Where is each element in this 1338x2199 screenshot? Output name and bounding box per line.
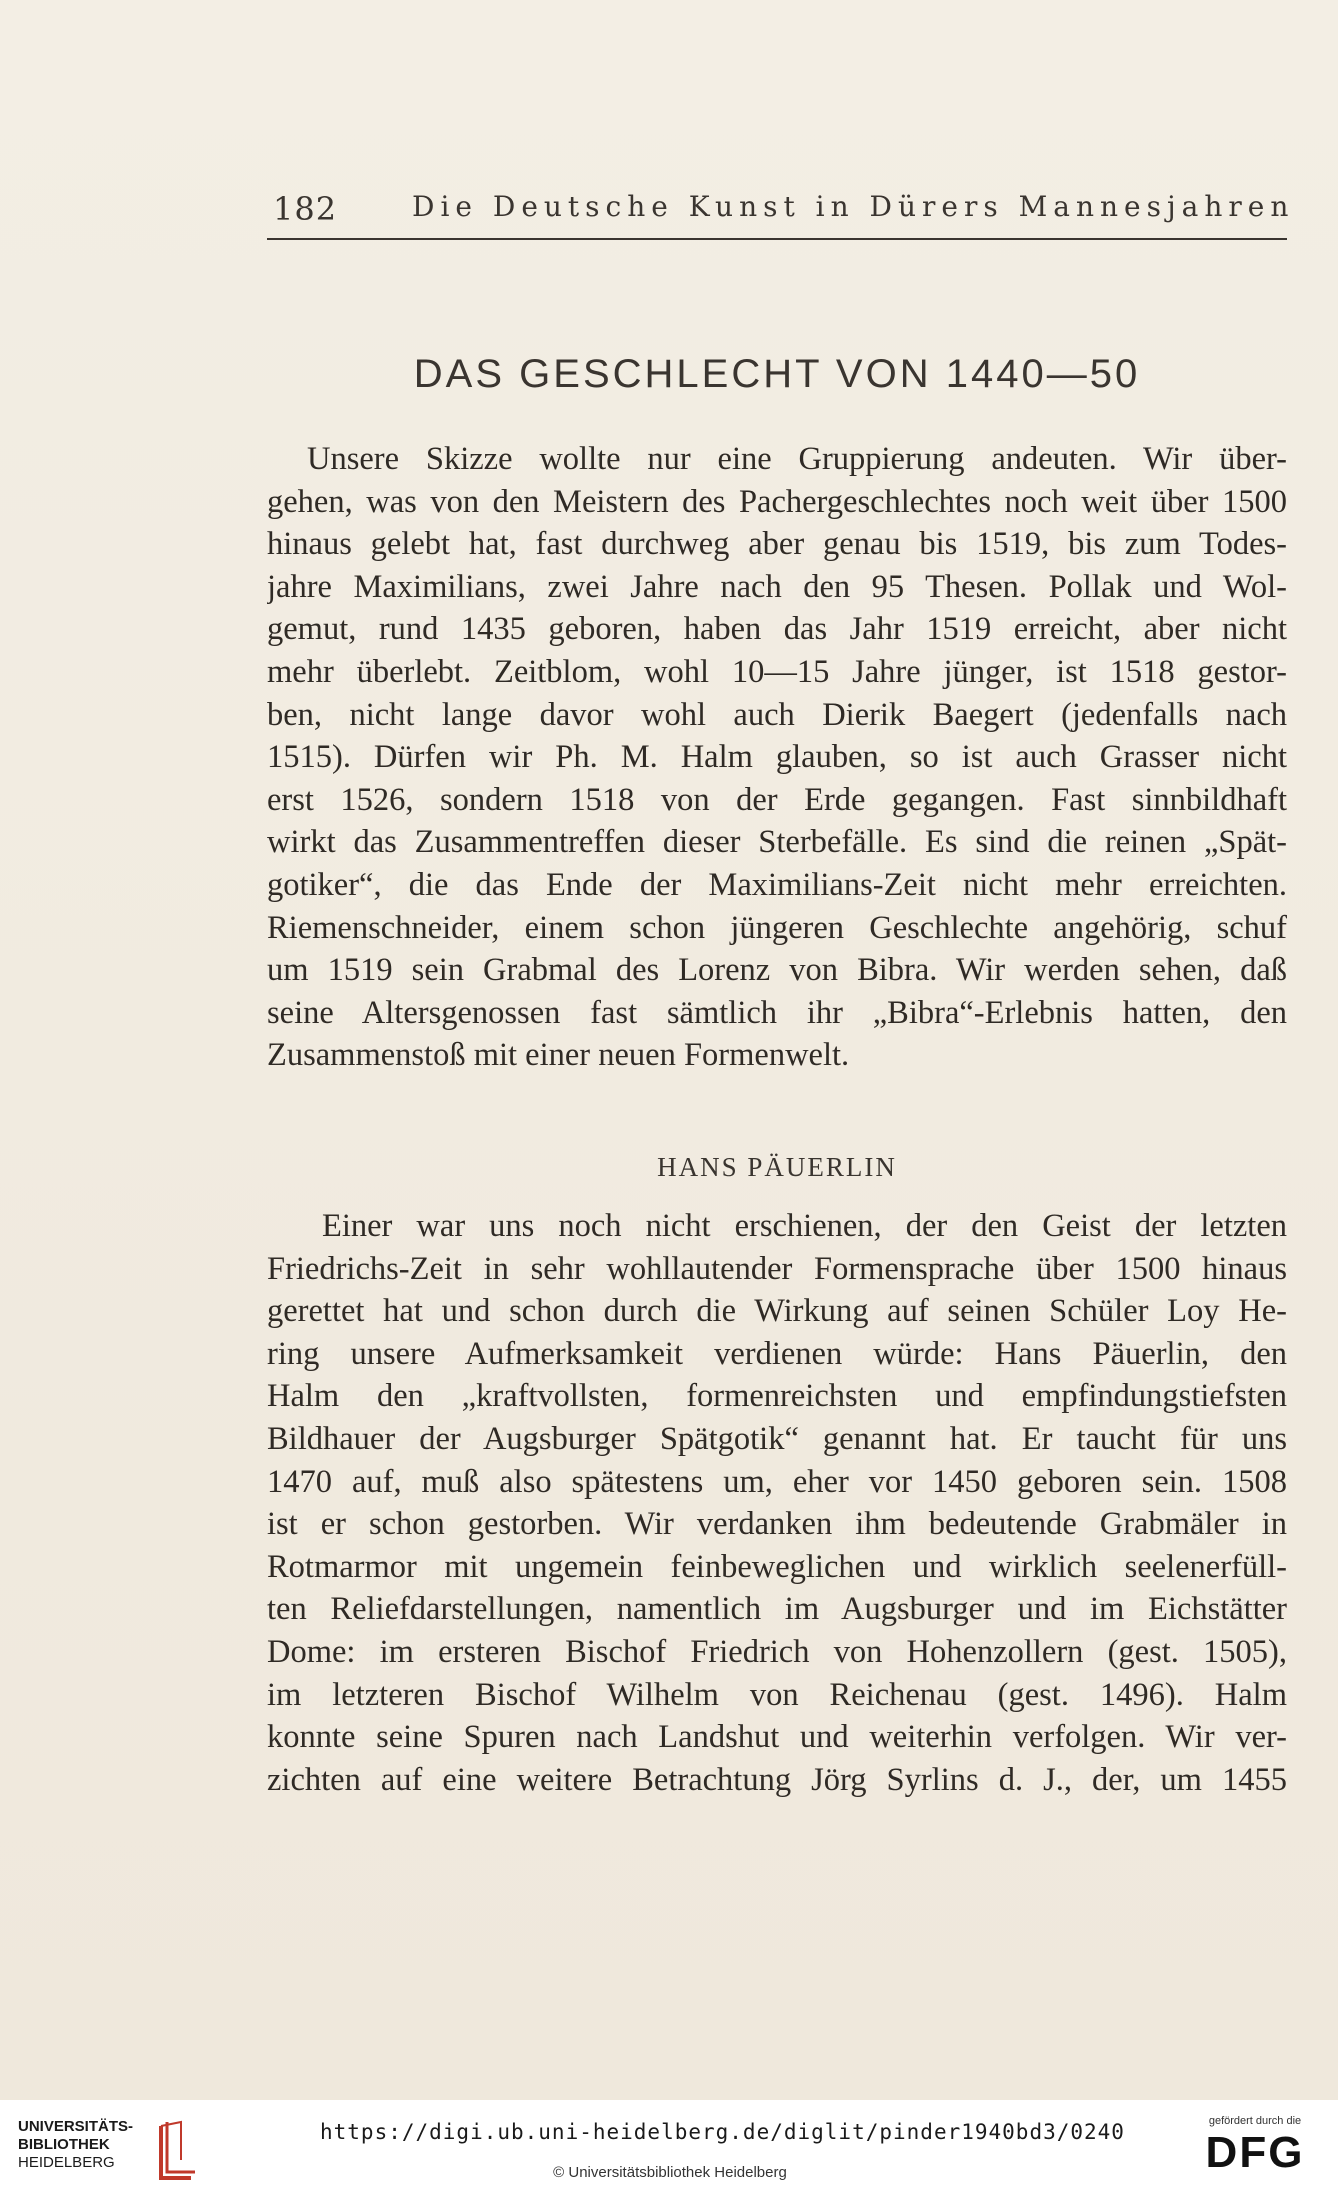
text-line: Halm den „kraftvollsten, formenreichsten und empfindungstiefsten (267, 1378, 1287, 1415)
text-line: mehr überlebt. Zeitblom, wohl 10—15 Jahre jünger, ist 1518 gestor- (267, 653, 1287, 690)
text-line: 1515). Dürfen wir Ph. M. Halm glauben, so ist auch Grasser nicht (267, 739, 1287, 776)
page-header (267, 178, 1295, 240)
library-line: BIBLIOTHEK (18, 2136, 110, 2153)
text-line: um 1519 sein Grabmal des Lorenz von Bibra. Wir werden sehen, daß (267, 952, 1287, 989)
copyright-notice: © Universitätsbibliothek Heidelberg (553, 2164, 787, 2181)
text-line: gotiker“, die das Ende der Maximilians-Zeit nicht mehr erreichten. (267, 866, 1287, 903)
text-line: gemut, rund 1435 geboren, haben das Jahr 1519 erreicht, aber nicht (267, 611, 1287, 648)
running-title: Die Deutsche Kunst in Dürers Mannesjahren (412, 190, 1295, 223)
text-line: hinaus gelebt hat, fast durchweg aber genau bis 1519, bis zum Todes- (267, 526, 1287, 563)
text-line: Friedrichs-Zeit in sehr wohllautender Formensprache über 1500 hinaus (267, 1250, 1287, 1287)
page-number: 182 (273, 190, 338, 228)
text-line: im letzteren Bischof Wilhelm von Reichenau (gest. 1496). Halm (267, 1676, 1287, 1713)
text-line: erst 1526, sondern 1518 von der Erde gegangen. Fast sinnbildhaft (267, 781, 1287, 818)
text-line: 1470 auf, muß also spätestens um, eher vor 1450 geboren sein. 1508 (267, 1463, 1287, 1500)
text-line: seine Altersgenossen fast sämtlich ihr „Bibra“-Erlebnis hatten, den (267, 994, 1287, 1031)
text-line: wirkt das Zusammentreffen dieser Sterbefälle. Es sind die reinen „Spät- (267, 824, 1287, 861)
text-line: Einer war uns noch nicht erschienen, der den Geist der letzten (322, 1208, 1287, 1244)
text-line: ben, nicht lange davor wohl auch Dierik Baegert (jedenfalls nach (267, 696, 1287, 733)
body-paragraph-2 (267, 1205, 1287, 1801)
text-line: zichten auf eine weitere Betrachtung Jörg Syrlins d. J., der, um 1455 (267, 1761, 1287, 1798)
text-line: ist er schon gestorben. Wir verdanken ihm bedeutende Grabmäler in (267, 1506, 1287, 1543)
text-line: Bildhauer der Augsburger Spätgotik“ genannt hat. Er taucht für uns (267, 1420, 1287, 1457)
text-line: gehen, was von den Meistern des Pachergeschlechtes noch weit über 1500 (267, 483, 1287, 520)
text-line: ten Reliefdarstellungen, namentlich im Augsburger und im Eichstätter (267, 1591, 1287, 1628)
dfg-wordmark: DFG (1205, 2128, 1305, 2177)
text-line: gerettet hat und schon durch die Wirkung auf seinen Schüler Loy He- (267, 1293, 1287, 1330)
chapter-title: DAS GESCHLECHT VON 1440—50 (413, 352, 1141, 396)
footer-bar (0, 2100, 1338, 2199)
text-line: ring unsere Aufmerksamkeit verdienen würde: Hans Päuerlin, den (267, 1335, 1287, 1372)
text-line: Zusammenstoß mit einer neuen Formenwelt. (267, 1037, 850, 1074)
body-paragraph-1 (267, 438, 1287, 1077)
section-heading: HANS PÄUERLIN (657, 1152, 897, 1182)
library-name (18, 2118, 133, 2172)
text-line: Riemenschneider, einem schon jüngeren Geschlechte angehörig, schuf (267, 909, 1287, 946)
permalink-url[interactable]: https://digi.ub.uni-heidelberg.de/diglit/pinder1940bd3/0240 (320, 2120, 1125, 2144)
dfg-logo[interactable] (1180, 2115, 1330, 2195)
text-line: Unsere Skizze wollte nur eine Gruppierung andeuten. Wir über- (307, 441, 1287, 477)
text-line: Rotmarmor mit ungemein feinbeweglichen und wirklich seelenerfüll- (267, 1548, 1287, 1585)
text-line: Dome: im ersteren Bischof Friedrich von Hohenzollern (gest. 1505), (267, 1633, 1287, 1670)
library-line: UNIVERSITÄTS- (18, 2118, 134, 2135)
library-line: HEIDELBERG (18, 2154, 115, 2171)
library-emblem-icon (153, 2120, 198, 2182)
text-line: jahre Maximilians, zwei Jahre nach den 95 Thesen. Pollak und Wol- (267, 568, 1287, 605)
text-line: konnte seine Spuren nach Landshut und weiterhin verfolgen. Wir ver- (267, 1719, 1287, 1756)
dfg-caption: gefördert durch die (1208, 2115, 1302, 2127)
library-logo[interactable] (18, 2118, 198, 2188)
